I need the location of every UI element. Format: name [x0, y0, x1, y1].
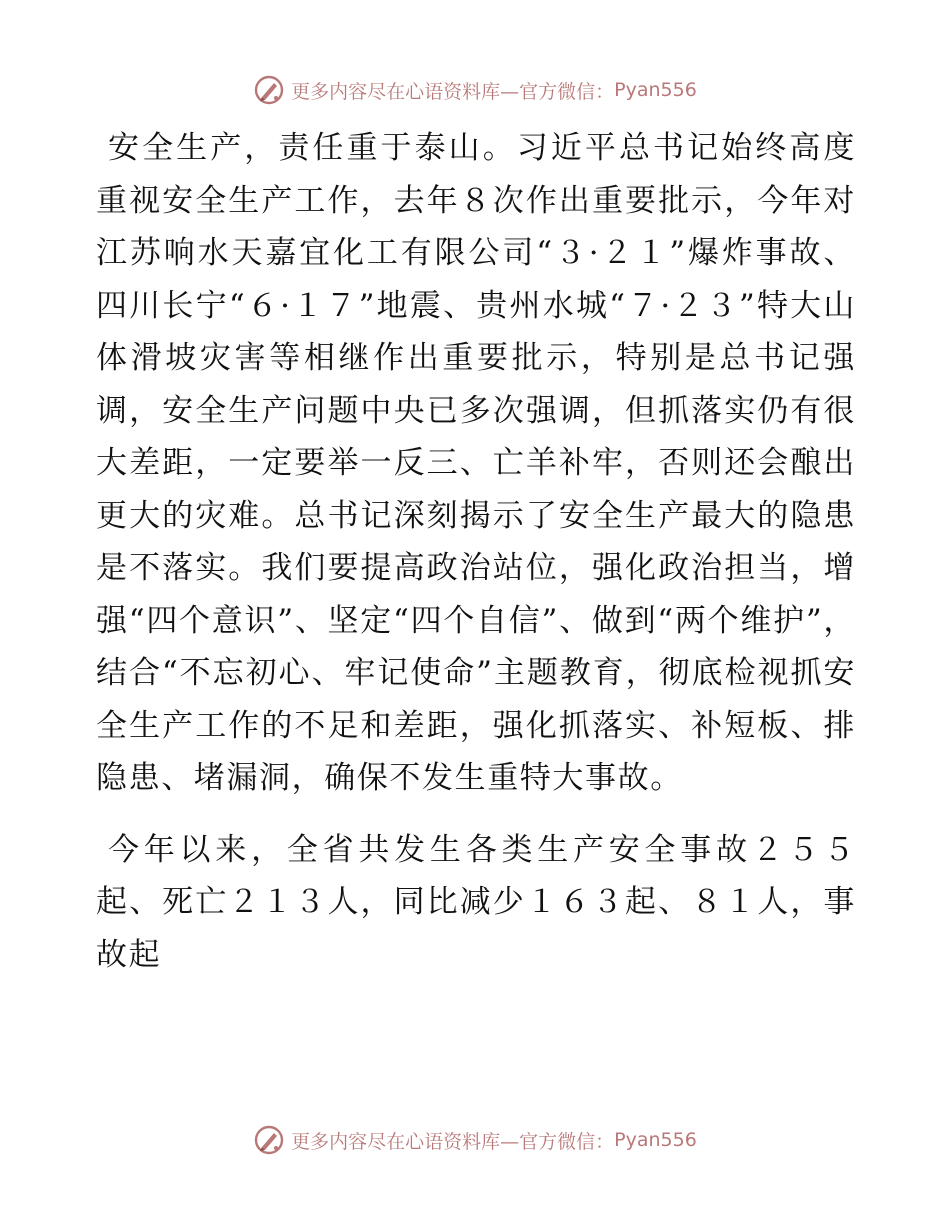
header-watermark [0, 70, 950, 110]
watermark-text: 更多内容尽在心语资料库—官方微信： [291, 80, 615, 103]
document-body [96, 122, 856, 981]
paragraph-2: 今年以来，全省共发生各类生产安全事故２５５起、死亡２１３人，同比减少１６３起、８１人，事故起 [96, 831, 856, 973]
footer-watermark [0, 1120, 950, 1160]
pen-in-circle-icon [253, 74, 285, 106]
watermark-wechat-id: Pyan556 [614, 79, 697, 101]
watermark-wechat-id: Pyan556 [614, 1129, 697, 1151]
pen-in-circle-icon [253, 1124, 285, 1156]
paragraph-1: 安全生产，责任重于泰山。习近平总书记始终高度重视安全生产工作，去年８次作出重要批示，今年对江苏响水天嘉宜化工有限公司“３·２１”爆炸事故、四川长宁“６·１７”地震、贵州水城“７·２３”特大山体滑坡灾害等相继作出重要批示，特别是总书记强调，安全生产问题中央已多次强调，但抓落实仍有很大差距，一定要举一反三、亡羊补牢，否则还会酿出更大的灾难。总书记深刻揭示了安全生产最大的隐患是不落实。我们要提高政治站位，强化政治担当，增强“四个意识”、坚定“四个自信”、做到“两个维护”，结合“不忘初心、牢记使命”主题教育，彻底检视抓安全生产工作的不足和差距，强化抓落实、补短板、排隐患、堵漏洞，确保不发生重特大事故。 [96, 130, 856, 796]
watermark-text: 更多内容尽在心语资料库—官方微信： [291, 1130, 615, 1153]
